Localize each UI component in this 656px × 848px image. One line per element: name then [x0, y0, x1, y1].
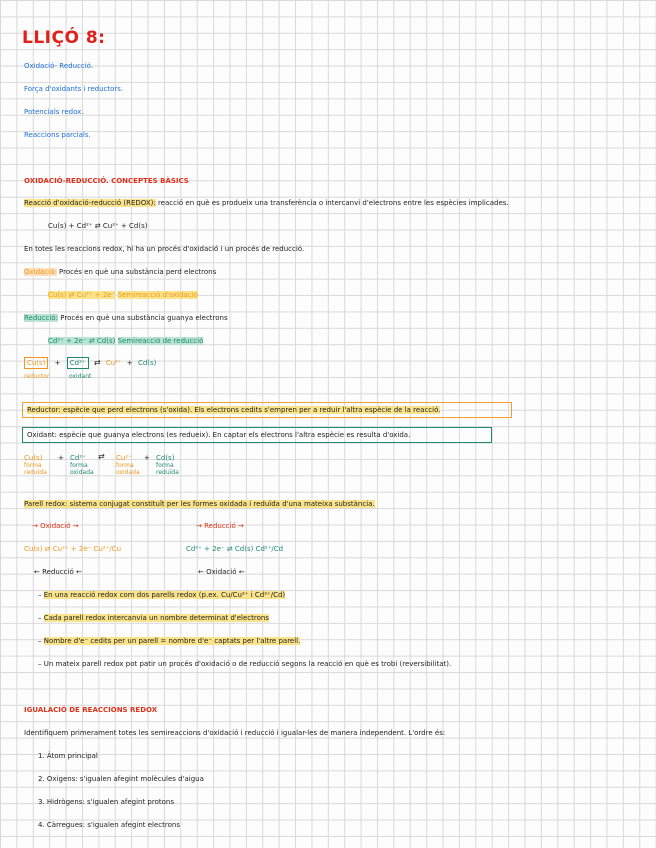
- redox-term: Reacció d'oxidació-reducció (REDOX):: [24, 199, 156, 207]
- reductor-definition: Reductor: espècie que perd electrons (s'oxida). Els electrons cedits s'empren per a reduir l'altra espècie de la reacció.: [27, 406, 441, 414]
- reduction-arrow-back: ← Reducció ←: [34, 568, 82, 576]
- pair-a: Cu(s): [24, 454, 43, 462]
- oxidant-label: oxidant: [69, 373, 92, 380]
- redox-definition-text: reacció en què es produeix una transferència o intercanvi d'electrons entre les espècies implicades.: [157, 199, 509, 207]
- bullet-2: – Cada parell redox intercanvia un nombre determinat d'electrons: [38, 614, 269, 622]
- bullet-3: – Nombre d'e⁻ cedits per un parell = nombre d'e⁻ captats per l'altre parell.: [38, 637, 301, 645]
- equilibrium-arrow: ⇄: [98, 452, 105, 461]
- bullet-4: – Un mateix parell redox pot patir un procés d'oxidació o de reducció segons la reacció en què es trobi (reversibilitat).: [38, 660, 452, 668]
- oxidation-equation: Cu(s) ⇄ Cu²⁺ + 2e⁻: [48, 291, 116, 299]
- reduction-arrow-label: → Reducció →: [196, 522, 244, 530]
- pair-a-sub: forma reduïda: [24, 462, 47, 476]
- oxidant-definition: Oxidant: espècie que guanya electrons (es redueix). En captar els electrons l'altra espècie es resulta d'oxida.: [27, 431, 411, 439]
- oxidation-arrow-back: ← Oxidació ←: [198, 568, 245, 576]
- oxidation-label: Semireacció d'oxidació: [117, 291, 198, 299]
- redox-pair-2: Cd²⁺ + 2e⁻ ⇄ Cd(s) Cd²⁺/Cd: [186, 545, 284, 553]
- bullet-1: – En una reacció redox com dos parells redox (p.ex. Cu/Cu²⁺ i Cd²⁺/Cd): [38, 591, 286, 599]
- plus-sign: +: [144, 454, 150, 462]
- redox-pair-definition: [24, 500, 375, 508]
- reductor-label: reductor: [24, 373, 50, 380]
- toc-item-1[interactable]: Oxidació- Reducció.: [24, 62, 94, 70]
- bullet-4-text: Un mateix parell redox pot patir un procés d'oxidació o de reducció segons la reacció en què es trobi (reversibilitat).: [43, 660, 452, 668]
- bullet-2-text: Cada parell redox intercanvia un nombre determinat d'electrons: [43, 614, 269, 622]
- oxidation-definition: [24, 268, 216, 276]
- pair-b-sub: forma oxidada: [70, 462, 94, 476]
- step-4: 4. Càrregues: s'igualen afegint electrons: [38, 821, 180, 829]
- toc-item-2[interactable]: Força d'oxidants i reductors.: [24, 85, 124, 93]
- product-2: Cd(s): [137, 359, 157, 367]
- balancing-intro: Identifiquem primerament totes les semireaccions d'oxidació i reducció i igualar-les de manera independent. L'ordre és:: [24, 729, 446, 737]
- oxidant-definition-box: [22, 427, 492, 443]
- reductor-species: Cu(s): [24, 357, 48, 369]
- pair-d-sub: forma reduïda: [156, 462, 179, 476]
- oxidation-text: Procés en què una substància perd electrons: [59, 268, 217, 276]
- oxidation-arrow-label: → Oxidació →: [32, 522, 79, 530]
- reductor-definition-box: [22, 402, 512, 418]
- bullet-3-text: Nombre d'e⁻ cedits per un parell = nombre d'e⁻ captats per l'altre parell.: [43, 637, 301, 645]
- equilibrium-arrow: ⇄: [93, 358, 101, 367]
- reduction-half-reaction: [48, 337, 203, 345]
- plus-sign: +: [126, 359, 133, 367]
- oxidation-half-reaction: [48, 291, 198, 299]
- redox-definition: [24, 199, 509, 207]
- pair-c: Cu²⁺: [116, 454, 132, 462]
- step-1: 1. Àtom principal: [38, 752, 98, 760]
- redox-pair-1: Cu(s) ⇄ Cu²⁺ + 2e⁻ Cu²⁺/Cu: [24, 545, 122, 553]
- toc-item-4[interactable]: Reaccions parcials.: [24, 131, 91, 139]
- equation-2: [24, 358, 156, 367]
- page-title: LLIÇÓ 8:: [22, 28, 106, 48]
- section-heading-basic-concepts: OXIDACIÓ-REDUCCIÓ. CONCEPTES BÀSICS: [24, 177, 189, 185]
- reduction-equation: Cd²⁺ + 2e⁻ ⇄ Cd(s): [48, 337, 116, 345]
- step-3: 3. Hidrògens: s'igualen afegint protons: [38, 798, 174, 806]
- reduction-label: Semireacció de reducció: [117, 337, 204, 345]
- pair-c-sub: forma oxidada: [116, 462, 140, 476]
- section-heading-balancing: IGUALACIÓ DE REACCIONS REDOX: [24, 706, 158, 714]
- pair-d: Cd(s): [156, 454, 175, 462]
- reduction-term: Reducció:: [24, 314, 59, 322]
- redox-pair-text: Parell redox: sistema conjugat constituït per les formes oxidada i reduïda d'una mateixa substància.: [24, 500, 375, 508]
- plus-sign: +: [58, 454, 64, 462]
- pair-b: Cd²⁺: [70, 454, 86, 462]
- toc-item-3[interactable]: Potencials redox.: [24, 108, 84, 116]
- equation-1: Cu(s) + Cd²⁺ ⇄ Cu²⁺ + Cd(s): [48, 222, 148, 230]
- bullet-1-text: En una reacció redox com dos parells redox (p.ex. Cu/Cu²⁺ i Cd²⁺/Cd): [43, 591, 286, 599]
- step-2: 2. Oxigens: s'igualen afegint molècules d'aigua: [38, 775, 204, 783]
- reduction-definition: [24, 314, 228, 322]
- oxidant-species: Cd²⁺: [67, 357, 89, 369]
- oxidation-term: Oxidació:: [24, 268, 57, 276]
- product-1: Cu²⁺: [105, 359, 122, 367]
- redox-statement: En totes les reaccions redox, hi ha un procés d'oxidació i un procés de reducció.: [24, 245, 305, 253]
- reduction-text: Procés en què una substància guanya electrons: [60, 314, 228, 322]
- plus-sign: +: [54, 359, 61, 367]
